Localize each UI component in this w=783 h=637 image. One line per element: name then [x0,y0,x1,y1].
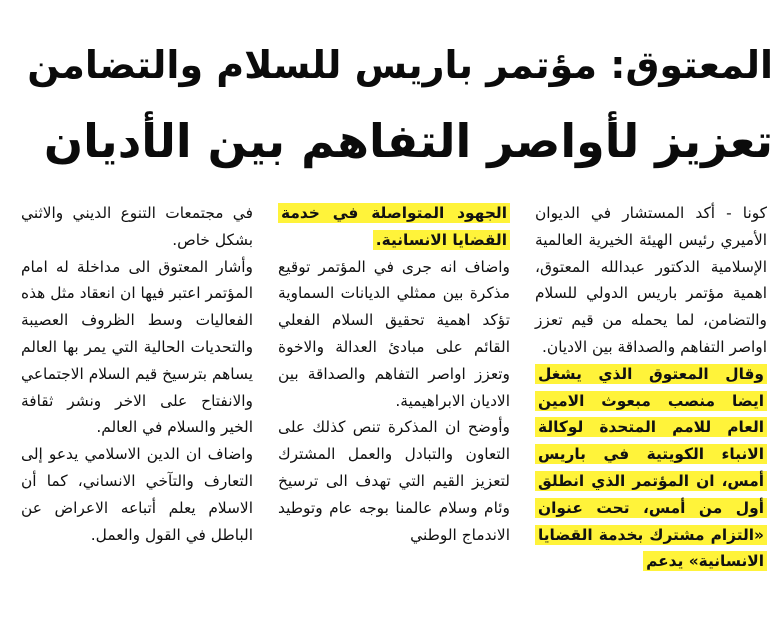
paragraph: كونا - أكد المستشار في الديوان الأميري رئيس الهيئة الخيرية العالمية الإسلامية الدكتور عبدالله المعتوق، اهمية مؤتمر باريس الدولي للسلام والتضامن، لما يحمله من قيم تعزز اواصر التفاهم والصداقة بين الاديان. [535,204,767,356]
column-middle [278,200,510,548]
headline-line-1: المعتوق: مؤتمر باريس للسلام والتضامن [27,43,773,87]
column-left [21,200,253,548]
paragraph: وأوضح ان المذكرة تنص كذلك على التعاون والتبادل والعمل المشترك لتعزيز القيم التي تهدف الى ترسيخ وئام وسلام عالمنا بوجه عام وتوطيد الاندماج الوطني [278,418,510,544]
column-right [535,200,767,575]
paragraph: واضاف انه جرى في المؤتمر توقيع مذكرة بين ممثلي الديانات السماوية تؤكد اهمية تحقيق السلام الفعلي القائم على مبادئ العدالة والاخوة وتعزز اواصر التفاهم والصداقة بين الاديان الابراهيمية. [278,257,510,410]
highlighted-paragraph: الجهود المتواصلة في خدمة القضايا الانسانية. [278,203,510,250]
paragraph: في مجتمعات التنوع الديني والاثني بشكل خاص. [21,204,253,249]
paragraph: وأشار المعتوق الى مداخلة له امام المؤتمر اعتبر فيها ان انعقاد مثل هذه الفعاليات وسط الظروف العصيبة والتحديات الحالية التي يمر بها العالم يساهم بترسيخ قيم السلام الاجتماعي والانفتاح على الاخر ونشر ثقافة الخير والسلام في العالم. [21,257,253,437]
paragraph: واضاف ان الدين الاسلامي يدعو إلى التعارف والتآخي الانساني، كما أن الاسلام يعلم أتباعه الاعراض عن الباطل في القول والعمل. [21,445,253,544]
headline-line-2: تعزيز لأواصر التفاهم بين الأديان [43,114,773,168]
highlighted-paragraph: وقال المعتوق الذي يشغل ايضا منصب مبعوث الامين العام للامم المتحدة لوكالة الانباء الكويتية في باريس أمس، ان المؤتمر الذي انطلق أول من أمس، تحت عنوان «التزام مشترك بخدمة القضايا الانسانية» يدعم [535,364,767,572]
